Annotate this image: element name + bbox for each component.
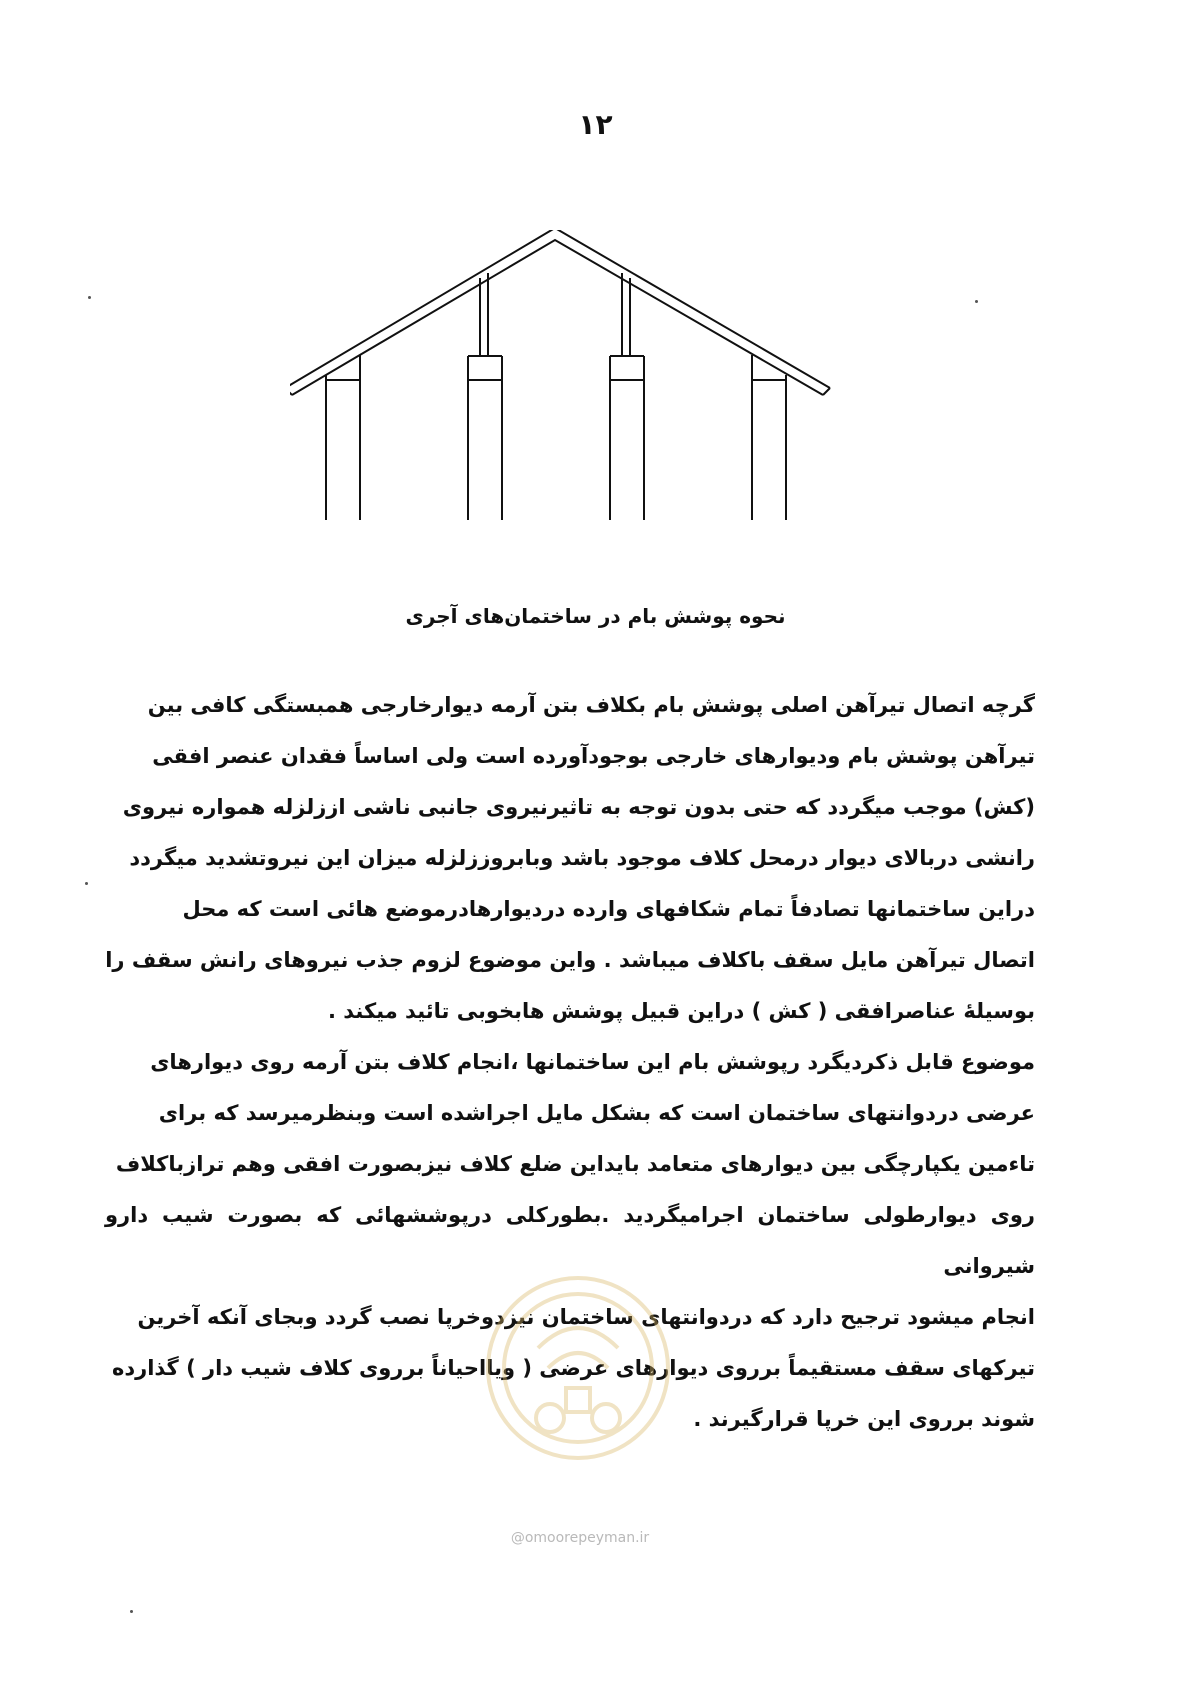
wall-column-4: [752, 355, 786, 520]
scan-speck: [975, 300, 978, 303]
watermark-text: @omoorepeyman.ir: [510, 1530, 650, 1546]
text-line: (کش) موجب میگردد که حتی بدون توجه به تاثیرنیروی جانبی ناشی اززلزله همواره نیروی: [122, 795, 1035, 819]
text-line: موضوع قابل ذکردیگرد رپوشش بام این ساختمانها ،انجام کلاف بتن آرمه روی دیوارهای: [150, 1050, 1035, 1074]
text-line: رانشی دربالای دیوار درمحل کلاف موجود باشد وبابروززلزله میزان این نیروتشدید میگردد: [129, 846, 1035, 870]
scan-speck: [88, 296, 91, 299]
scan-speck: [130, 1610, 133, 1613]
text-line: عرضی دردوانتهای ساختمان است که بشکل مایل اجراشده است وبنظرمیرسد که برای: [158, 1101, 1035, 1125]
text-line: روی دیوارطولی ساختمان اجرامیگردید .بطورکلی درپوششهائی که بصورت شیب دارو شیروانی: [105, 1203, 1035, 1278]
wall-column-2: [468, 273, 502, 520]
text-line: تاءمین یکپارچگی بین دیوارهای متعامد بایداین ضلع کلاف نیزبصورت افقی وهم ترازباکلاف: [115, 1152, 1035, 1176]
wall-column-1: [326, 355, 360, 520]
text-line: تیرکهای سقف مستقیماً برروی دیوارهای عرضی ( ویااحیاناً برروی کلاف شیب دار ) گذارده: [111, 1356, 1035, 1380]
body-text: [105, 680, 1035, 1445]
text-line: بوسیلهٔ عناصرافقی ( کش ) دراین قبیل پوشش هابخوبی تائید میکند .: [327, 999, 1035, 1023]
paragraph-1: [105, 680, 1035, 1037]
text-line: اتصال تیرآهن مایل سقف باکلاف میباشد . واین موضوع لزوم جذب نیروهای رانش سقف را: [105, 948, 1035, 972]
roof-inner-line: [292, 240, 823, 395]
roof-structure-figure: [290, 230, 850, 570]
scan-speck: [85, 882, 88, 885]
roof-outline: [290, 230, 830, 388]
text-line: شوند برروی این خرپا قرارگیرند .: [693, 1407, 1035, 1431]
text-line: گرچه اتصال تیرآهن اصلی پوشش بام بکلاف بتن آرمه دیوارخارجی همبستگی کافی بین: [147, 693, 1035, 717]
page-number: ۱۲: [578, 108, 613, 141]
figure-caption: نحوه پوشش بام در ساختمان‌های آجری: [405, 604, 786, 628]
paragraph-2: [105, 1037, 1035, 1445]
text-line: تیرآهن پوشش بام ودیوارهای خارجی بوجودآورده است ولی اساساً فقدان عنصر افقی: [152, 744, 1035, 768]
text-line: انجام میشود ترجیح دارد که دردوانتهای ساختمان نیزدوخرپا نصب گردد وبجای آنکه آخرین: [137, 1305, 1035, 1329]
text-line: دراین ساختمانها تصادفاً تمام شکافهای وارده دردیوارهادرموضع هائی است که محل: [182, 897, 1035, 921]
wall-column-3: [610, 273, 644, 520]
